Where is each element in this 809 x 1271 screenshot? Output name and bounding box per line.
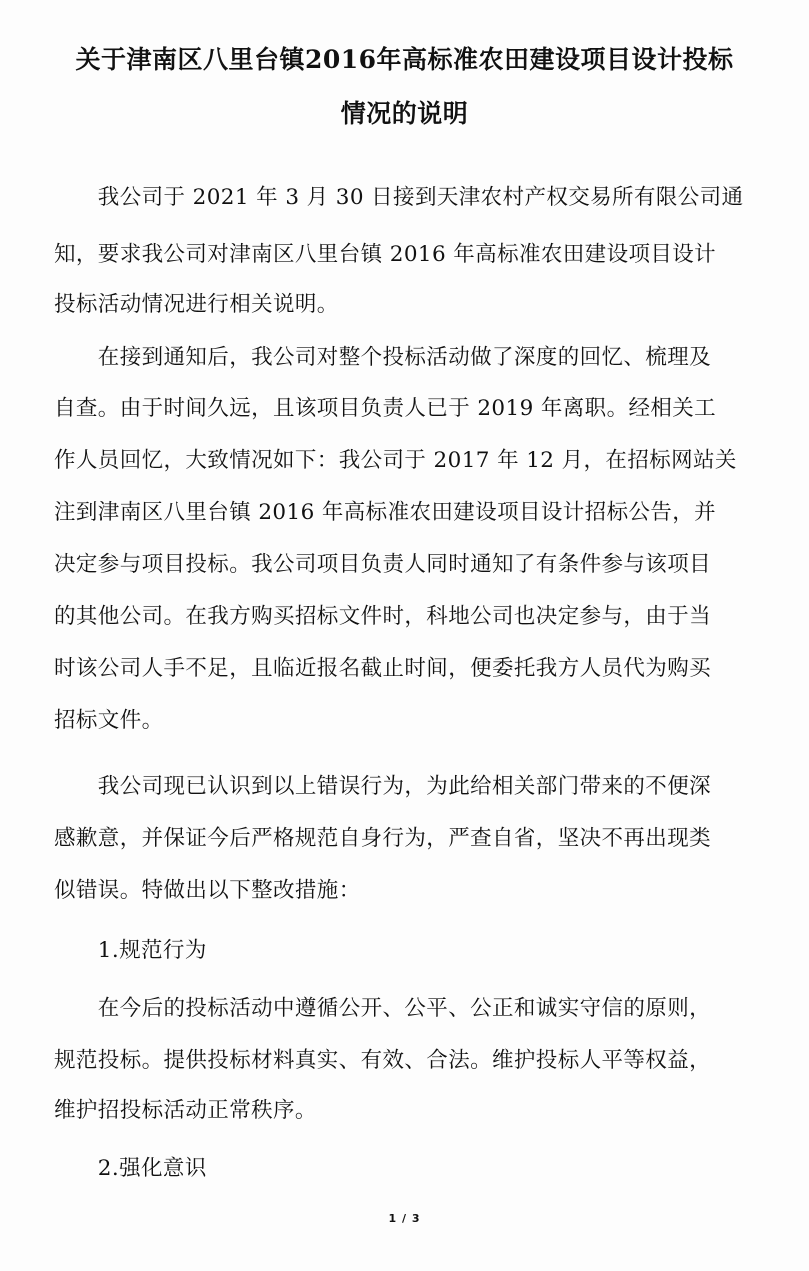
body-line: 作人员回忆，大致情况如下：我公司于 2017 年 12 月，在招标网站关 xyxy=(54,448,737,473)
section-heading: 2.强化意识 xyxy=(54,1156,207,1181)
body-line: 规范投标。提供投标材料真实、有效、合法。维护投标人平等权益， xyxy=(54,1048,712,1073)
body-line: 感歉意，并保证今后严格规范自身行为，严查自省，坚决不再出现类 xyxy=(54,826,712,851)
body-line: 在今后的投标活动中遵循公开、公平、公正和诚实守信的原则， xyxy=(54,996,712,1021)
body-line: 投标活动情况进行相关说明。 xyxy=(54,292,339,317)
body-line: 招标文件。 xyxy=(54,708,164,733)
document-title-line-2: 情况的说明 xyxy=(340,99,469,128)
section-heading: 1.规范行为 xyxy=(54,938,207,963)
document-title-line-1: 关于津南区八里台镇2016年高标准农田建设项目设计投标 xyxy=(75,45,734,74)
body-line: 在接到通知后，我公司对整个投标活动做了深度的回忆、梳理及 xyxy=(54,345,712,370)
body-line: 我公司于 2021 年 3 月 30 日接到天津农村产权交易所有限公司通 xyxy=(54,185,744,210)
body-line: 决定参与项目投标。我公司项目负责人同时通知了有条件参与该项目 xyxy=(54,552,712,577)
body-line: 知，要求我公司对津南区八里台镇 2016 年高标准农田建设项目设计 xyxy=(54,242,717,267)
body-line: 维护招投标活动正常秩序。 xyxy=(54,1098,317,1123)
body-line: 我公司现已认识到以上错误行为，为此给相关部门带来的不便深 xyxy=(54,774,712,799)
body-line: 的其他公司。在我方购买招标文件时，科地公司也决定参与，由于当 xyxy=(54,604,712,629)
body-line: 注到津南区八里台镇 2016 年高标准农田建设项目设计招标公告，并 xyxy=(54,500,717,525)
page-number: 1 / 3 xyxy=(388,1212,421,1225)
body-line: 时该公司人手不足，且临近报名截止时间，便委托我方人员代为购买 xyxy=(54,656,712,681)
body-line: 似错误。特做出以下整改措施： xyxy=(54,878,361,903)
body-line: 自查。由于时间久远，且该项目负责人已于 2019 年离职。经相关工 xyxy=(54,396,717,421)
